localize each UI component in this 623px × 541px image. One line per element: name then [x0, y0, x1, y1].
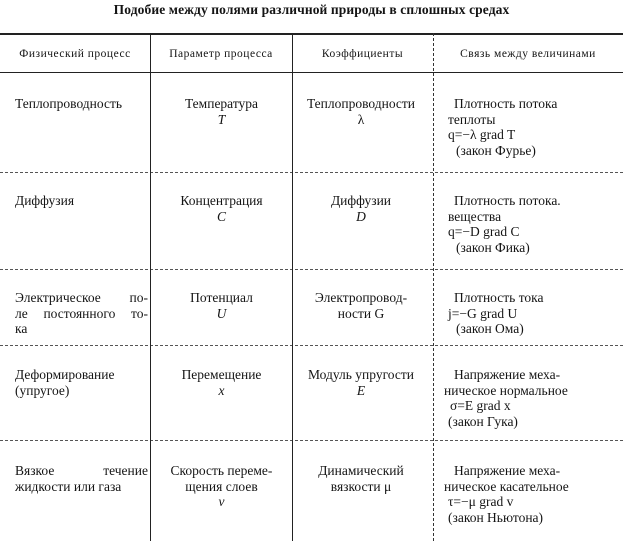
relation-law: (закон Гука) [448, 413, 518, 429]
parameter-name: Скорость переме- [170, 463, 273, 478]
process-line: Вязкое течение [15, 463, 148, 478]
parameter-symbol: U [216, 305, 227, 321]
relation-line: вещества [448, 208, 502, 224]
relation-line: Плотность тока [454, 290, 544, 305]
process-heat-conduction [15, 96, 148, 112]
parameter-concentration [152, 193, 291, 224]
relation-line: Напряжение меха- [454, 463, 561, 478]
table-title: Подобие между полями различной природы в сплошных средах [113, 2, 510, 17]
header-relation: Связь между величинами [460, 48, 596, 60]
parameter-name: Потенциал [190, 290, 253, 305]
header-parameter: Параметр процесса [169, 48, 273, 60]
parameter-symbol: x [218, 382, 225, 398]
coefficient-name: Динамический [318, 463, 404, 478]
process-line: Диффузия [15, 193, 75, 208]
table-top-rule [0, 33, 623, 35]
parameter-potential [152, 290, 291, 321]
coefficient-name: Теплопроводности [306, 96, 416, 111]
row-divider [0, 172, 623, 173]
coefficient-name: Электропровод- [314, 290, 408, 305]
parameter-displacement [152, 367, 291, 398]
coefficient-name: Диффузии [330, 193, 392, 208]
coefficient-symbol: λ [357, 111, 365, 127]
process-line: Деформирование [15, 367, 115, 382]
parameter-layer-velocity [152, 463, 291, 510]
relation-law: (закон Ньютона) [448, 509, 544, 525]
process-electric-field [15, 290, 148, 337]
header-coefficients: Коэффициенты [321, 48, 404, 60]
relation-ohm-law [440, 290, 610, 337]
column-divider [150, 33, 151, 541]
row-divider [0, 440, 623, 441]
parameter-name: Температура [184, 96, 259, 111]
relation-formula: τ=−μ grad v [448, 494, 514, 509]
relation-line: Напряжение меха- [454, 367, 561, 382]
row-divider [0, 269, 623, 270]
process-line: (упругое) [15, 382, 70, 398]
row-divider [0, 345, 623, 346]
relation-fick-law [440, 193, 610, 255]
relation-law: (закон Фурье) [456, 142, 536, 158]
coefficient-name: Модуль упругости [307, 367, 415, 382]
relation-formula: j=−G grad U [448, 305, 518, 321]
relation-line: ническое касательное [444, 478, 569, 494]
coefficient-diffusion [294, 193, 428, 224]
coefficient-conductivity [294, 290, 428, 321]
column-divider [292, 33, 293, 541]
parameter-name: щения слоев [185, 478, 258, 494]
parameter-symbol: v [218, 494, 225, 509]
relation-law: (закон Ома) [456, 321, 524, 336]
relation-formula: q=−λ grad T [448, 127, 516, 142]
coefficient-dynamic-viscosity [294, 463, 428, 494]
process-line: Электрическое по- [15, 290, 148, 305]
header-bottom-rule [0, 72, 623, 73]
coefficient-thermal-conductivity [294, 96, 428, 127]
relation-line: Плотность потока [454, 96, 558, 111]
process-deformation [15, 367, 148, 398]
relation-fourier-law [440, 96, 610, 158]
relation-line: ническое нормальное [444, 382, 568, 398]
process-line: ле постоянного то- [15, 305, 148, 321]
process-line: Теплопроводность [15, 96, 123, 111]
process-viscous-flow [15, 463, 148, 494]
relation-line: Плотность потока. [454, 193, 561, 208]
parameter-symbol: C [216, 208, 226, 224]
process-diffusion [15, 193, 148, 209]
relation-formula: σ=E grad x [450, 398, 511, 413]
coefficient-symbol: E [356, 382, 366, 398]
parameter-symbol: T [217, 111, 226, 127]
header-process: Физический процесс [19, 48, 131, 60]
process-line: жидкости или газа [15, 478, 122, 494]
process-line: ка [15, 321, 28, 336]
parameter-name: Концентрация [180, 193, 263, 208]
coefficient-symbol: D [356, 208, 366, 224]
relation-formula: q=−D grad C [448, 224, 520, 239]
relation-hooke-law [440, 367, 610, 429]
relation-newton-law [440, 463, 610, 525]
parameter-temperature [152, 96, 291, 127]
coefficient-name: вязкости μ [330, 478, 392, 494]
parameter-name: Перемещение [181, 367, 262, 382]
coefficient-elastic-modulus [294, 367, 428, 398]
column-divider [433, 33, 434, 541]
coefficient-name: ности G [337, 305, 385, 321]
relation-line: теплоты [448, 111, 496, 127]
relation-law: (закон Фика) [456, 239, 530, 255]
